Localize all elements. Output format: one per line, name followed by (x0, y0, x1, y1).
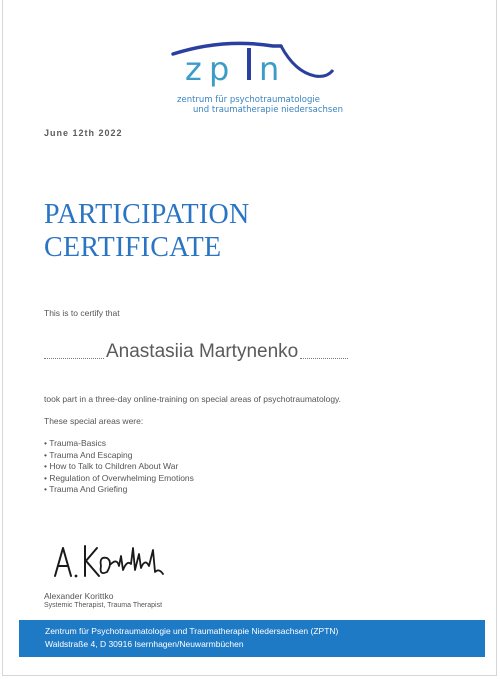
certificate-title (44, 198, 250, 264)
logo-subtitle-line1: zentrum für psychotraumatologie (177, 95, 320, 105)
list-item: • How to Talk to Children About War (44, 461, 194, 473)
participant-name-row (44, 341, 394, 363)
signer-role: Systemic Therapist, Trauma Therapist (44, 602, 163, 609)
title-line2: CERTIFICATE (44, 232, 222, 263)
list-item: • Trauma And Griefing (44, 484, 194, 496)
footer-line1: Zentrum für Psychotraumatologie und Traumatherapie Niedersachsen (ZPTN) (45, 626, 339, 636)
list-item: • Regulation of Overwhelming Emotions (44, 473, 194, 485)
dotted-line-left (44, 348, 104, 359)
footer-bar (19, 620, 485, 657)
signer-name: Alexander Korittko (44, 591, 114, 601)
title-line1: PARTICIPATION (44, 199, 250, 230)
certificate-page (2, 0, 497, 676)
handwritten-signature (49, 536, 167, 586)
training-text: took part in a three-day online-training on special areas of psychotraumatology. (44, 394, 342, 404)
svg-text:p: p (209, 50, 232, 88)
dotted-line-right (300, 348, 348, 359)
footer-line2: Waldstraße 4, D 30916 Isernhagen/Neuwarmbüchen (45, 639, 244, 649)
certify-text: This is to certify that (44, 308, 120, 318)
areas-list (44, 438, 194, 496)
logo-subtitle-line2: und traumatherapie niedersachsen (193, 105, 343, 115)
svg-text:z: z (185, 50, 204, 88)
svg-text:n: n (259, 50, 280, 88)
areas-intro: These special areas were: (44, 416, 144, 426)
list-item: • Trauma-Basics (44, 438, 194, 450)
certificate-date: June 12th 2022 (44, 128, 123, 138)
participant-name: Anastasiia Martynenko (106, 341, 299, 362)
list-item: • Trauma And Escaping (44, 450, 194, 462)
